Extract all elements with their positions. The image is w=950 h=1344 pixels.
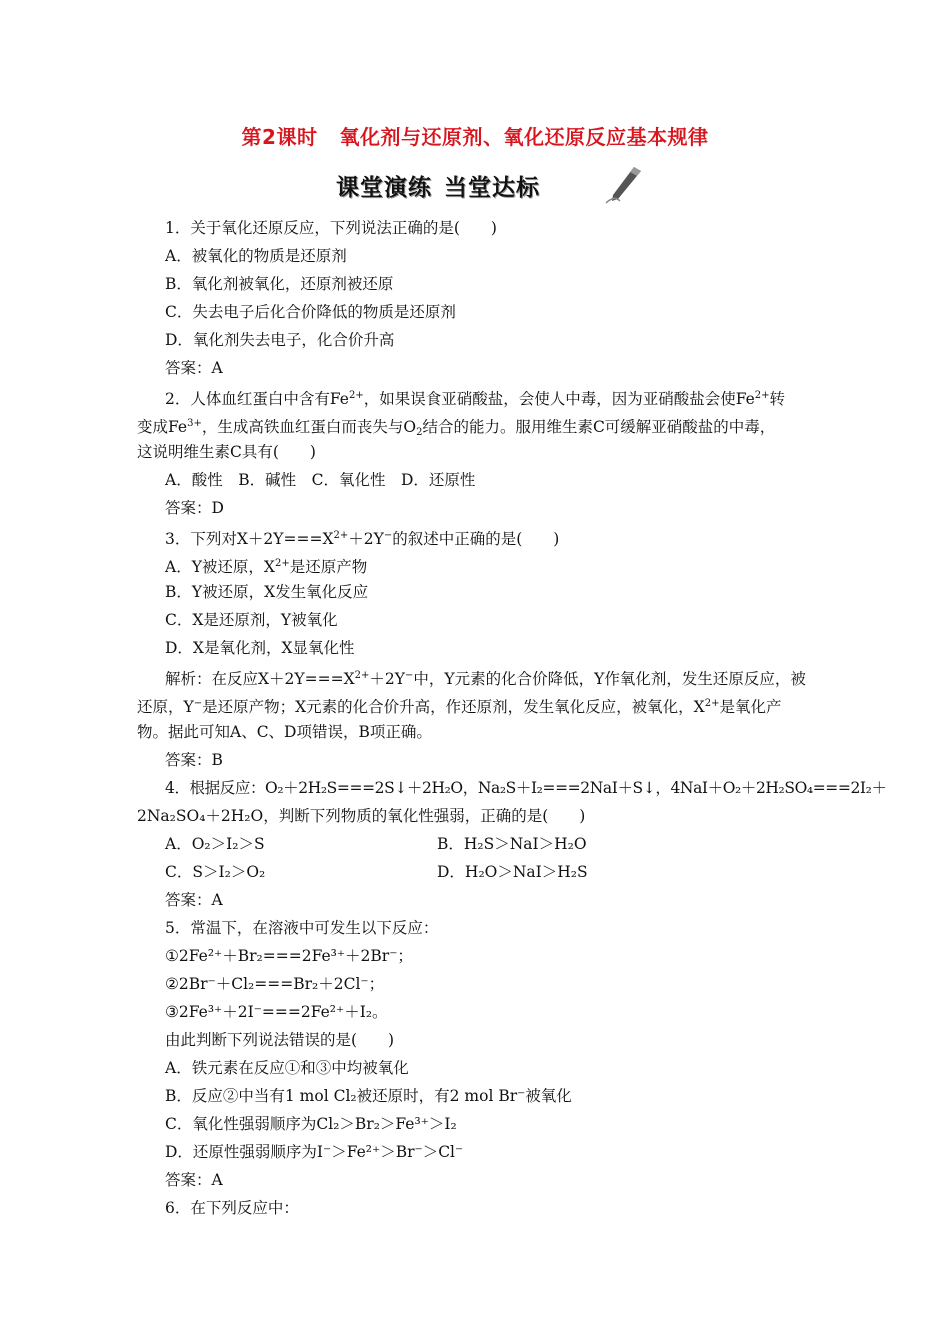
banner-text-a: 课堂演练 bbox=[336, 175, 432, 201]
q2-stem-line-3: 这说明维生素C具有( ) bbox=[137, 443, 316, 461]
lesson-topic: 氧化剂与还原剂、氧化还原反应基本规律 bbox=[339, 125, 709, 149]
q5-option-b: B．反应②中当有1 mol Cl₂被还原时，有2 mol Br⁻被氧化 bbox=[165, 1087, 572, 1105]
page-title bbox=[0, 121, 950, 150]
section-banner bbox=[336, 165, 636, 205]
q5-option-d: D．还原性强弱顺序为I⁻＞Fe²⁺＞Br⁻＞Cl⁻ bbox=[165, 1143, 464, 1161]
q1-option-b: B．氧化剂被氧化，还原剂被还原 bbox=[165, 275, 394, 293]
q4-answer: 答案：A bbox=[165, 891, 223, 909]
lesson-label: 第2课时 bbox=[241, 125, 318, 149]
q1-answer: 答案：A bbox=[165, 359, 223, 377]
q3-stem: 3．下列对$X+2Y===X^{2+}+2Y^-$的叙述中正确的是( ) bbox=[165, 530, 560, 548]
q3-explanation-line-3: 物。据此可知A、C、D项错误，B项正确。 bbox=[137, 723, 432, 741]
q5-question: 由此判断下列说法错误的是( ) bbox=[165, 1031, 395, 1049]
q6-stem: 6．在下列反应中： bbox=[165, 1199, 299, 1217]
q5-stem: 5．常温下，在溶液中可发生以下反应： bbox=[165, 919, 439, 937]
q2-stem-line-2: 变成$Fe^{3+}$，生成高铁血红蛋白而丧失与$O_2$结合的能力。服用维生素C可缓解亚硝酸盐的中毒， bbox=[137, 418, 776, 438]
q5-option-c: C．氧化性强弱顺序为Cl₂＞Br₂＞Fe³⁺＞I₂ bbox=[165, 1115, 457, 1133]
q2-stem-line-1: 2．人体血红蛋白中含有$Fe^{2+}$，如果误食亚硝酸盐，会使人中毒，因为亚硝酸盐会使$Fe^{2+}$转 bbox=[165, 390, 786, 408]
q5-reaction-2: ②2Br⁻＋Cl₂===Br₂＋2Cl⁻； bbox=[165, 975, 385, 993]
q5-reaction-1: ①2Fe²⁺＋Br₂===2Fe³⁺＋2Br⁻； bbox=[165, 947, 413, 965]
q3-option-a: A．Y被还原，$X^{2+}$是还原产物 bbox=[165, 558, 368, 576]
q3-option-d: D．X是氧化剂，X显氧化性 bbox=[165, 639, 355, 657]
q4-option-a: A．O₂＞I₂＞S bbox=[165, 835, 265, 853]
q3-explanation-line-2: 还原，Y−是还原产物；X元素的化合价升高，作还原剂，发生氧化反应，被氧化，$X^{2+}$是氧化产 bbox=[137, 698, 782, 716]
q1-option-d: D．氧化剂失去电子，化合价升高 bbox=[165, 331, 395, 349]
q4-option-b: B．H₂S＞NaI＞H₂O bbox=[437, 835, 587, 853]
q5-answer: 答案：A bbox=[165, 1171, 223, 1189]
q3-answer: 答案：B bbox=[165, 751, 223, 769]
q4-option-c: C．S＞I₂＞O₂ bbox=[165, 863, 266, 881]
q5-option-a: A．铁元素在反应①和③中均被氧化 bbox=[165, 1059, 409, 1077]
q4-stem-line-1: 4．根据反应：O₂＋2H₂S===2S↓＋2H₂O，Na₂S＋I₂===2NaI＋S↓，4NaI＋O₂＋2H₂SO₄===2I₂＋ bbox=[165, 779, 887, 797]
q4-option-d: D．H₂O＞NaI＞H₂S bbox=[437, 863, 588, 881]
q3-option-c: C．X是还原剂，Y被氧化 bbox=[165, 611, 338, 629]
q3-option-b: B．Y被还原，X发生氧化反应 bbox=[165, 583, 369, 601]
q3-explanation-line-1: 解析：在反应$X+2Y===X^{2+}+2Y^-$中，Y元素的化合价降低，Y作氧化剂，发生还原反应，被 bbox=[165, 670, 806, 688]
q5-reaction-3: ③2Fe³⁺＋2I⁻===2Fe²⁺＋I₂。 bbox=[165, 1003, 388, 1021]
banner-text-b: 当堂达标 bbox=[444, 175, 540, 201]
q1-option-c: C．失去电子后化合价降低的物质是还原剂 bbox=[165, 303, 456, 321]
banner-text bbox=[336, 169, 540, 202]
q2-options: A．酸性 B．碱性 C．氧化性 D．还原性 bbox=[165, 471, 476, 489]
q4-stem-line-2: 2Na₂SO₄＋2H₂O，判断下列物质的氧化性强弱，正确的是( ) bbox=[137, 807, 586, 825]
q1-stem: 1．关于氧化还原反应，下列说法正确的是( ) bbox=[165, 219, 497, 237]
q1-option-a: A．被氧化的物质是还原剂 bbox=[165, 247, 347, 265]
pen-icon bbox=[604, 165, 644, 205]
q2-answer: 答案：D bbox=[165, 499, 224, 517]
